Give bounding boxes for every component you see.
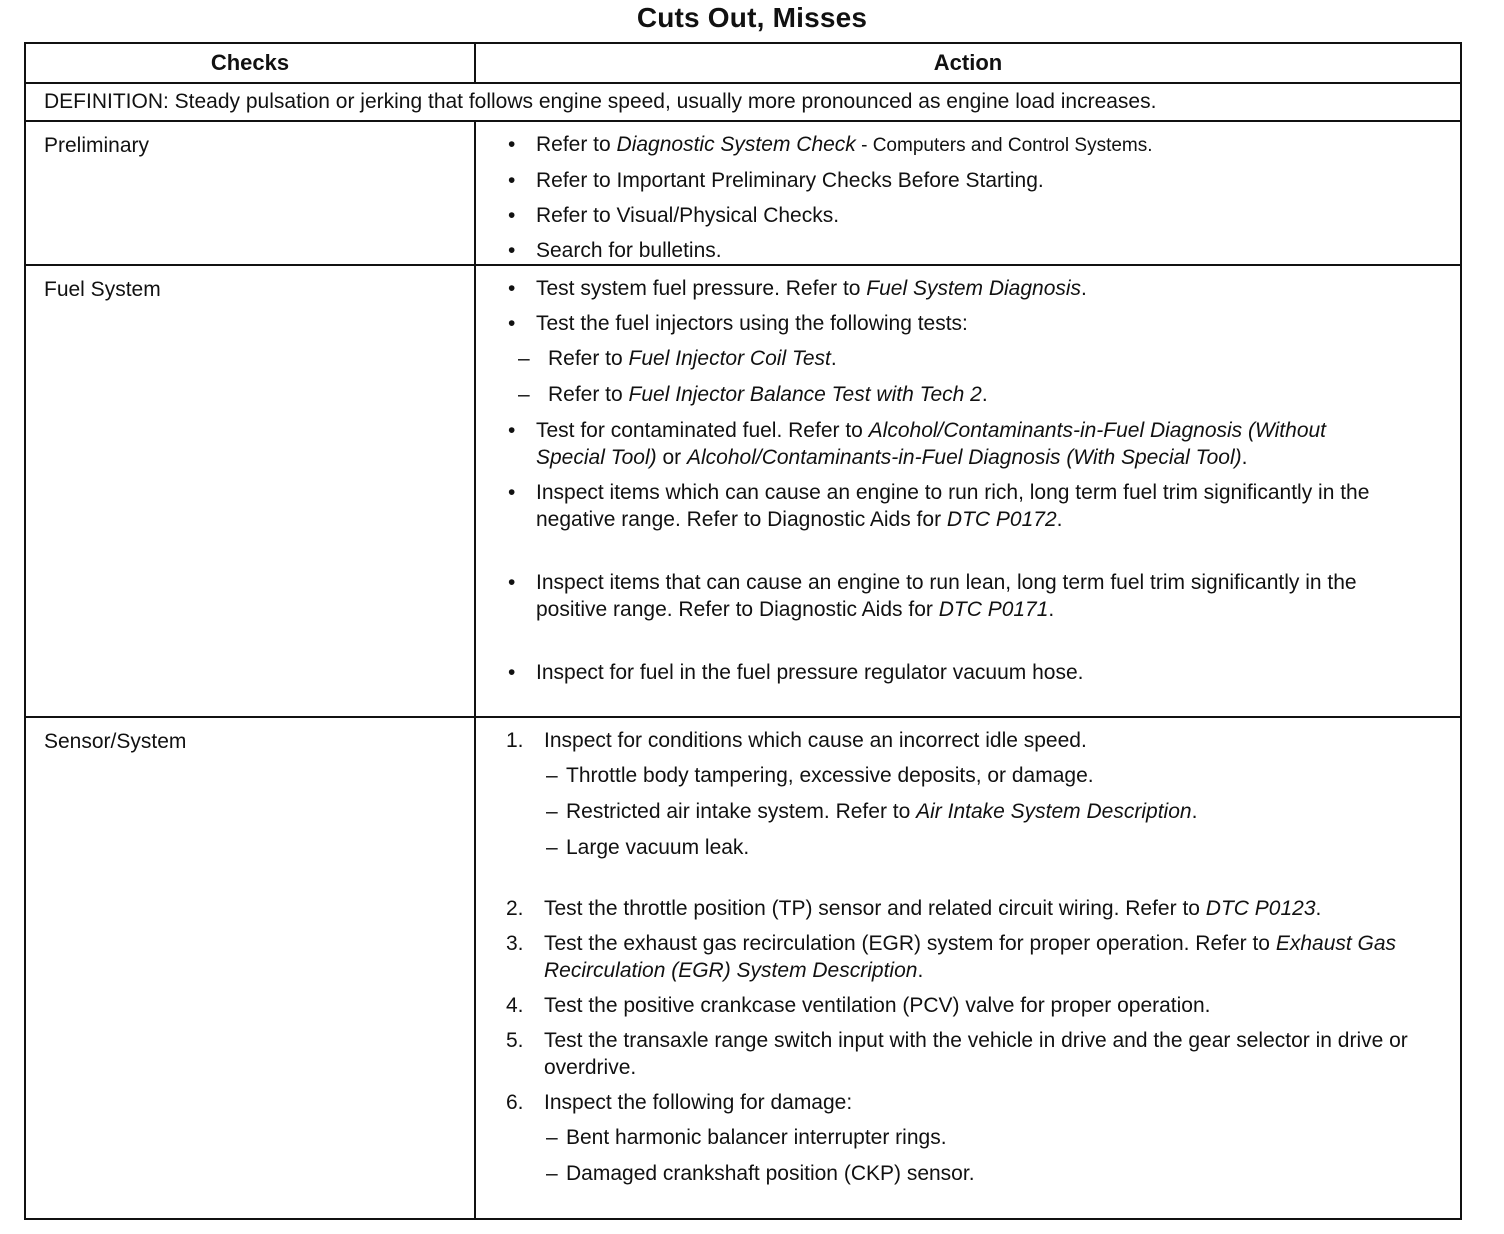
list-item: • Test system fuel pressure. Refer to Fuel System Diagnosis. — [508, 277, 1087, 300]
bullet-icon: • — [508, 204, 516, 227]
bullet-icon: • — [508, 169, 516, 192]
table-row-fuel-system — [26, 266, 1460, 718]
list-item: • Refer to Diagnostic System Check - Computers and Control Systems. — [508, 133, 1153, 156]
item-number: 2. — [506, 897, 524, 920]
check-label: Preliminary — [26, 122, 476, 264]
numbered-item: 1. Inspect for conditions which cause an incorrect idle speed. — [506, 729, 1087, 752]
table-row-preliminary — [26, 122, 1460, 266]
bullet-icon: • — [508, 133, 516, 156]
dash-icon: – — [546, 764, 558, 787]
action-cell — [476, 718, 1464, 1218]
item-number: 4. — [506, 994, 524, 1017]
definition-row: DEFINITION: Steady pulsation or jerking that follows engine speed, usually more pronounced as engine load increases. — [26, 84, 1460, 122]
sub-item: – Bent harmonic balancer interrupter rings. — [546, 1126, 947, 1149]
item-number: 3. — [506, 932, 524, 955]
list-item: • Refer to Important Preliminary Checks Before Starting. — [508, 169, 1044, 192]
numbered-item: 2. Test the throttle position (TP) sensor and related circuit wiring. Refer to DTC P0123. — [506, 897, 1322, 920]
dash-icon: – — [518, 383, 530, 406]
page-title: Cuts Out, Misses — [636, 2, 868, 33]
dash-icon: – — [518, 347, 530, 370]
dash-icon: – — [546, 1162, 558, 1185]
dash-icon: – — [546, 800, 558, 823]
table-header — [26, 44, 1460, 84]
bullet-icon: • — [508, 312, 516, 335]
action-cell — [476, 122, 1460, 264]
item-number: 1. — [506, 729, 524, 752]
action-cell — [476, 266, 1460, 716]
item-number: 6. — [506, 1091, 524, 1114]
list-item: • Search for bulletins. — [508, 239, 722, 262]
numbered-item: 4. Test the positive crankcase ventilation (PCV) valve for proper operation. — [506, 994, 1211, 1017]
bullet-icon: • — [508, 239, 516, 262]
sub-item: – Throttle body tampering, excessive deposits, or damage. — [546, 764, 1094, 787]
header-action: Action — [933, 50, 1003, 75]
list-item: • Refer to Visual/Physical Checks. — [508, 204, 840, 227]
list-item: • Inspect items which can cause an engine to run rich, long term fuel trim significantly in the negative range. Refer to Diagnostic Aids for DTC P0172. — [508, 481, 1370, 531]
list-item: • Inspect items that can cause an engine to run lean, long term fuel trim significantly in the positive range. Refer to Diagnostic Aids for DTC P0171. — [508, 571, 1357, 621]
sub-item: – Refer to Fuel Injector Coil Test. — [518, 347, 837, 370]
sub-item: – Restricted air intake system. Refer to Air Intake System Description. — [546, 800, 1198, 823]
bullet-icon: • — [508, 419, 516, 442]
sub-item: – Damaged crankshaft position (CKP) sensor. — [546, 1162, 975, 1185]
bullet-icon: • — [508, 481, 516, 504]
sub-item: – Large vacuum leak. — [546, 836, 750, 859]
bullet-icon: • — [508, 661, 516, 684]
list-item: • Test for contaminated fuel. Refer to Alcohol/Contaminants-in-Fuel Diagnosis (Without Special Tool) or Alcohol/Contaminants-in-Fuel Diagnosis (With Special Tool). — [508, 419, 1327, 469]
dash-icon: – — [546, 836, 558, 859]
list-item: • Inspect for fuel in the fuel pressure regulator vacuum hose. — [508, 661, 1084, 684]
bullet-icon: • — [508, 571, 516, 594]
header-checks: Checks — [26, 44, 476, 82]
list-item: • Test the fuel injectors using the following tests: — [508, 312, 968, 335]
bullet-icon: • — [508, 277, 516, 300]
check-label: Fuel System — [26, 266, 476, 716]
numbered-item: 5. Test the transaxle range switch input with the vehicle in drive and the gear selector in drive or overdrive. — [506, 1029, 1408, 1079]
diagnostic-table — [24, 42, 1462, 1220]
dash-icon: – — [546, 1126, 558, 1149]
sub-item: – Refer to Fuel Injector Balance Test with Tech 2. — [518, 383, 988, 406]
numbered-item: 6. Inspect the following for damage: — [506, 1091, 853, 1114]
table-row-sensor-system — [26, 718, 1460, 1218]
check-label: Sensor/System — [26, 718, 476, 1218]
numbered-item: 3. Test the exhaust gas recirculation (EGR) system for proper operation. Refer to Exhaust Gas Recirculation (EGR) System Description. — [506, 932, 1397, 982]
item-number: 5. — [506, 1029, 524, 1052]
